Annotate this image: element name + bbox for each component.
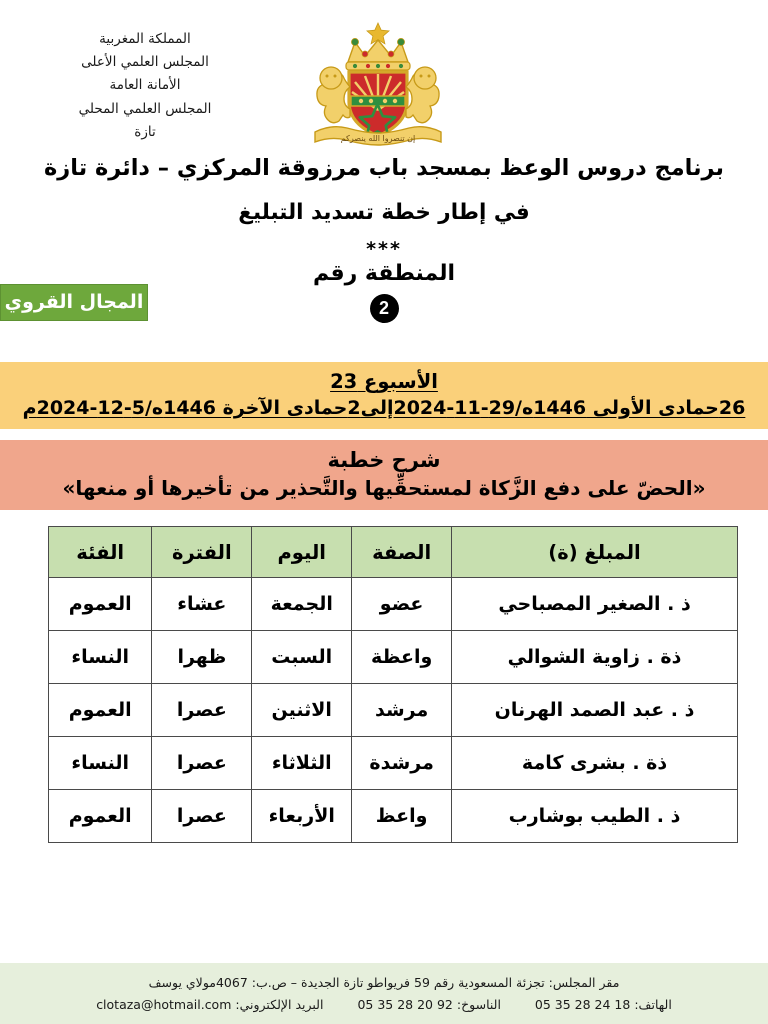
- document-title-block: [0, 148, 768, 260]
- email-address: clotaza@hotmail.com: [96, 997, 232, 1013]
- cell-name: ذ . عبد الصمد الهرنان: [452, 684, 738, 737]
- moroccan-coat-of-arms-icon: [290, 18, 465, 158]
- zone-label: المنطقة رقم: [312, 260, 456, 286]
- org-line-kingdom: المملكة المغربية: [99, 31, 191, 47]
- zone-number-badge: 2: [370, 294, 399, 323]
- cell-day: الاثنين: [252, 684, 352, 737]
- week-band: [0, 362, 768, 429]
- table-row: [49, 631, 738, 684]
- schedule-table-wrapper: [0, 510, 768, 963]
- khutba-band: [0, 440, 768, 510]
- cell-role: واعظ: [352, 790, 452, 843]
- cell-day: الأربعاء: [252, 790, 352, 843]
- week-date-range: 26حمادى الأولى 1446ه/29-11-2024إلى2حمادى الآخرة 1446ه/5-12-2024م: [22, 396, 746, 419]
- org-line-city: تازة: [134, 123, 156, 140]
- schedule-table: [48, 526, 738, 843]
- footer-address: مقر المجلس: تجزئة المسعودية رقم 59 فريواطو تازة الجديدة – ص.ب: 4067مولاي يوسف: [148, 975, 620, 991]
- column-header-role: الصفة: [352, 527, 452, 578]
- cell-time: ظهرا: [152, 631, 252, 684]
- cell-time: عصرا: [152, 684, 252, 737]
- footer-contact: [0, 994, 768, 1016]
- column-header-audience: الفئة: [49, 527, 152, 578]
- cell-name: ذة . زاوية الشوالي: [452, 631, 738, 684]
- cell-role: مرشدة: [352, 737, 452, 790]
- khutba-subject: «الحضّ على دفع الزَّكاة لمستحقِّيها والتَّحذير من تأخيرها أو منعها»: [62, 476, 706, 501]
- cell-name: ذة . بشرى كامة: [452, 737, 738, 790]
- column-header-time: الفترة: [152, 527, 252, 578]
- page-title: برنامج دروس الوعظ بمسجد باب مرزوقة المركزي – دائرة تازة: [44, 155, 724, 181]
- cell-time: عشاء: [152, 578, 252, 631]
- cell-name: ذ . الصغير المصباحي: [452, 578, 738, 631]
- table-row: [49, 737, 738, 790]
- document-footer: [0, 963, 768, 1024]
- org-line-council: المجلس العلمي الأعلى: [81, 54, 209, 71]
- cell-day: الثلاثاء: [252, 737, 352, 790]
- table-row: [49, 790, 738, 843]
- cell-audience: النساء: [49, 631, 152, 684]
- cell-name: ذ . الطيب بوشارب: [452, 790, 738, 843]
- fax-label: الناسوخ:: [456, 997, 501, 1013]
- column-header-day: اليوم: [252, 527, 352, 578]
- org-line-secretariat: الأمانة العامة: [109, 77, 181, 94]
- table-row: [49, 684, 738, 737]
- phone-number: 05 35 28 24 18: [534, 997, 631, 1013]
- cell-day: السبت: [252, 631, 352, 684]
- cell-audience: العموم: [49, 684, 152, 737]
- cell-audience: النساء: [49, 737, 152, 790]
- fax-number: 05 35 28 20 92: [357, 997, 453, 1013]
- cell-role: واعظة: [352, 631, 452, 684]
- cell-time: عصرا: [152, 790, 252, 843]
- org-line-local: المجلس العلمي المحلي: [78, 100, 212, 117]
- cell-audience: العموم: [49, 790, 152, 843]
- cell-role: عضو: [352, 578, 452, 631]
- cell-time: عصرا: [152, 737, 252, 790]
- svg-text:إن تنصروا الله ينصركم: إن تنصروا الله ينصركم: [340, 134, 415, 143]
- table-row: [49, 578, 738, 631]
- email-label: البريد الإلكتروني:: [235, 997, 324, 1013]
- title-separator: ***: [366, 237, 402, 260]
- week-number: الأسبوع 23: [330, 369, 438, 393]
- document-header: [0, 0, 768, 148]
- column-header-name: المبلغ (ة): [452, 527, 738, 578]
- cell-audience: العموم: [49, 578, 152, 631]
- khutba-type-label: شرح خطبة: [327, 447, 441, 472]
- cell-day: الجمعة: [252, 578, 352, 631]
- cell-role: مرشد: [352, 684, 452, 737]
- zone-row: [0, 262, 768, 358]
- table-header-row: [49, 527, 738, 578]
- phone-label: الهاتف:: [634, 997, 672, 1013]
- page-subtitle: في إطار خطة تسديد التبليغ: [238, 199, 530, 225]
- organization-header: [0, 18, 290, 144]
- domain-badge: المجال القروي: [0, 284, 148, 321]
